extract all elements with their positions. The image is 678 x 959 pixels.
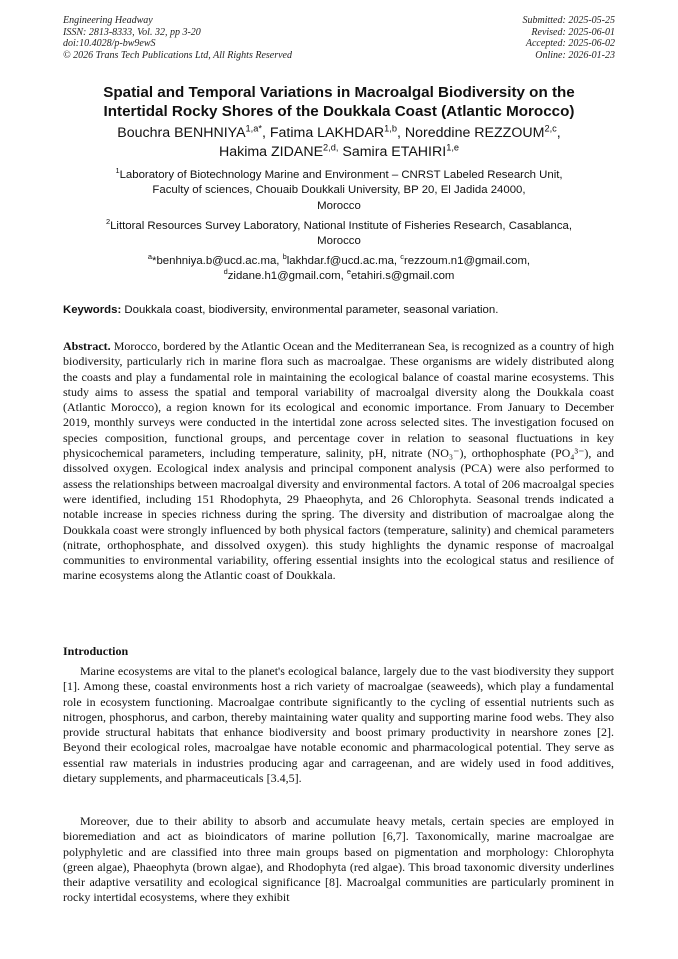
journal-issn: ISSN: 2813-8333, Vol. 32, pp 3-20 [63, 26, 201, 38]
author-emails [48, 254, 630, 285]
author-name: Bouchra BENHNIYA [117, 125, 246, 141]
affiliation-sup: 2 [105, 217, 111, 227]
journal-info [63, 15, 292, 61]
journal-doi: doi:10.4028/p-bw9ewS [63, 38, 156, 49]
author-sup: 1,a* [245, 123, 262, 134]
body-paragraph [63, 814, 614, 906]
affiliation-1 [48, 168, 630, 214]
publication-dates [523, 15, 616, 61]
paragraph-text: Moreover, due to their ability to absorb and accumulate heavy metals, certain species are employed in bioremediation and act as bioindicators of marine pollution [6,7]. Taxonomically, marine macroalgae are polyphyletic and are classified into three main groups based on pigmentation and morphology: Chlorophyta (green algae), Phaeophyta (brown algae), and Rhodophyta (red algae). This broad taxonomic diversity underlines their adaptive versatility and ecological significance [8]. Macroalgal communities are particularly prominent in rocky intertidal ecosystems, where they exhibit [63, 814, 614, 905]
section-heading: Introduction [63, 644, 129, 658]
email-sup: c [400, 252, 404, 262]
date-accepted: Accepted: 2025-06-02 [525, 38, 615, 49]
journal-name: Engineering Headway [63, 15, 153, 26]
author-name: Hakima ZIDANE [218, 144, 324, 160]
email-address: zidane.h1@gmail.com, [227, 270, 347, 283]
affiliation-line [48, 219, 630, 234]
email-line [48, 254, 630, 269]
abstract-paragraph [63, 339, 614, 584]
keywords [63, 304, 498, 316]
journal-copyright: © 2026 Trans Tech Publications Ltd, All Rights Reserved [63, 49, 292, 61]
author-sup: 1,e [446, 142, 460, 153]
date-revised: Revised: 2025-06-01 [531, 26, 615, 38]
author-sup: 1,b [384, 123, 397, 134]
author-name: Noreddine REZZOUM [404, 125, 545, 141]
author-sup: 2,d, [323, 142, 339, 153]
email-sup: b [282, 252, 287, 262]
abstract-label: Abstract. [63, 339, 111, 353]
date-submitted: Submitted: 2025-05-25 [522, 15, 615, 26]
keywords-label: Keywords: [63, 304, 122, 316]
affiliation-line [48, 168, 630, 183]
author-line [48, 143, 630, 162]
email-address: lakhdar.f@ucd.ac.ma, [286, 255, 401, 267]
author-sup: 2,c [544, 123, 557, 134]
abstract [63, 339, 614, 584]
author-line: Bouchra $BENHNIYA^{1,a*}$, Fatima LAKHDAR$^{1,b}$, Noreddine REZZOUM$^{2,c}$, [117, 123, 561, 141]
author-name: Fatima LAKHDAR [269, 125, 385, 141]
affiliation-line: Morocco [317, 235, 361, 248]
affiliation-line: Morocco [317, 199, 361, 212]
email-address: etahiri.s@gmail.com [351, 270, 455, 283]
affiliation-text: Laboratory of Biotechnology Marine and Environment – CNRST Labeled Research Unit, [119, 169, 563, 181]
affiliation-text: Littoral Resources Survey Laboratory, National Institute of Fisheries Research, Casablanca, [110, 220, 573, 232]
affiliation-sup: 1 [115, 166, 120, 176]
email-address: *benhniya.b@ucd.ac.ma, [152, 255, 283, 267]
title-line: Intertidal Rocky Shores of the Doukkala Coast (Atlantic Morocco) [103, 103, 575, 120]
affiliation-line: Faculty of sciences, Chouaib Doukkali University, BP 20, El Jadida 24000, [152, 184, 526, 197]
paragraph-text: Marine ecosystems are vital to the planet's ecological balance, largely due to the vast biodiversity they support [1]. Among these, coastal environments host a rich variety of macroalgae (seaweeds), which play a fundamental role in ecosystem functioning. Macroalgae contribute significantly to the cycling of essential nutrients such as nitrogen, phosphorus, and carbon, thereby maintaining water quality and supporting marine food webs. They also provide structural habitats that enhance biodiversity and boost primary productivity in nearshore zones [2]. Beyond their ecological roles, macroalgae have notable economic and pharmacological potential. They serve as essential raw materials in industries producing agar and carrageenan, and are widely used in food additives, dietary supplements, and pharmaceuticals [3.4,5]. [63, 664, 614, 786]
abstract-text: Morocco, bordered by the Atlantic Ocean and the Mediterranean Sea, is recognized as a country of high biodiversity, particularly rich in marine flora such as macroalgae. These organisms are widely distributed along the coasts and play a fundamental role in maintaining the ecological balance of coastal marine ecosystems. This study aims to assess the spatial and temporal variability of macroalgal diversity along the Doukkala coast (Atlantic Morocco), a region known for its ecological and economic importance. From January to December 2019, monthly surveys were conducted in the intertidal zone across selected sites. The investigation focused on species composition, functional groups, and percentage cover in relation to seasonal fluctuations in key physicochemical parameters, including temperature, salinity, pH, nitrate (NO₃⁻), orthophosphate (PO₄³⁻), and dissolved oxygen. Ecological index analysis and principal component analysis (PCA) were also performed to assess the relationships between macroalgal diversity and environmental factors. A total of 206 macroalgal species were identified, including 151 Rhodophyta, 29 Phaeophyta, and 26 Chlorophyta. Seasonal trends indicated a notable increase in species richness during the spring. The diversity and distribution of macroalgae along the Doukkala coast were strongly influenced by both physical factors (temperature, salinity) and chemical parameters (nitrate, orthophosphate, and dissolved oxygen). this study highlights the dynamic response of macroalgal communities to environmental variability, offering essential insights into the ecological status and resilience of marine ecosystems along the Atlantic coast of Doukkala. [63, 339, 614, 583]
title-line: Spatial and Temporal Variations in Macroalgal Biodiversity on the [103, 84, 575, 101]
email-address: rezzoum.n1@gmail.com, [403, 255, 531, 267]
date-online: Online: 2026-01-23 [535, 49, 615, 61]
email-sup: e [346, 267, 352, 277]
paper-title [48, 83, 630, 121]
email-sup: a [147, 252, 153, 262]
author-list [48, 124, 630, 162]
author-name: Samira ETAHIRI [342, 144, 447, 160]
email-sup: d [223, 267, 228, 277]
email-line [48, 269, 630, 284]
keywords-text: Doukkala coast, biodiversity, environmental parameter, seasonal variation. [121, 304, 499, 316]
affiliation-2 [48, 219, 630, 250]
body-paragraph [63, 664, 614, 786]
